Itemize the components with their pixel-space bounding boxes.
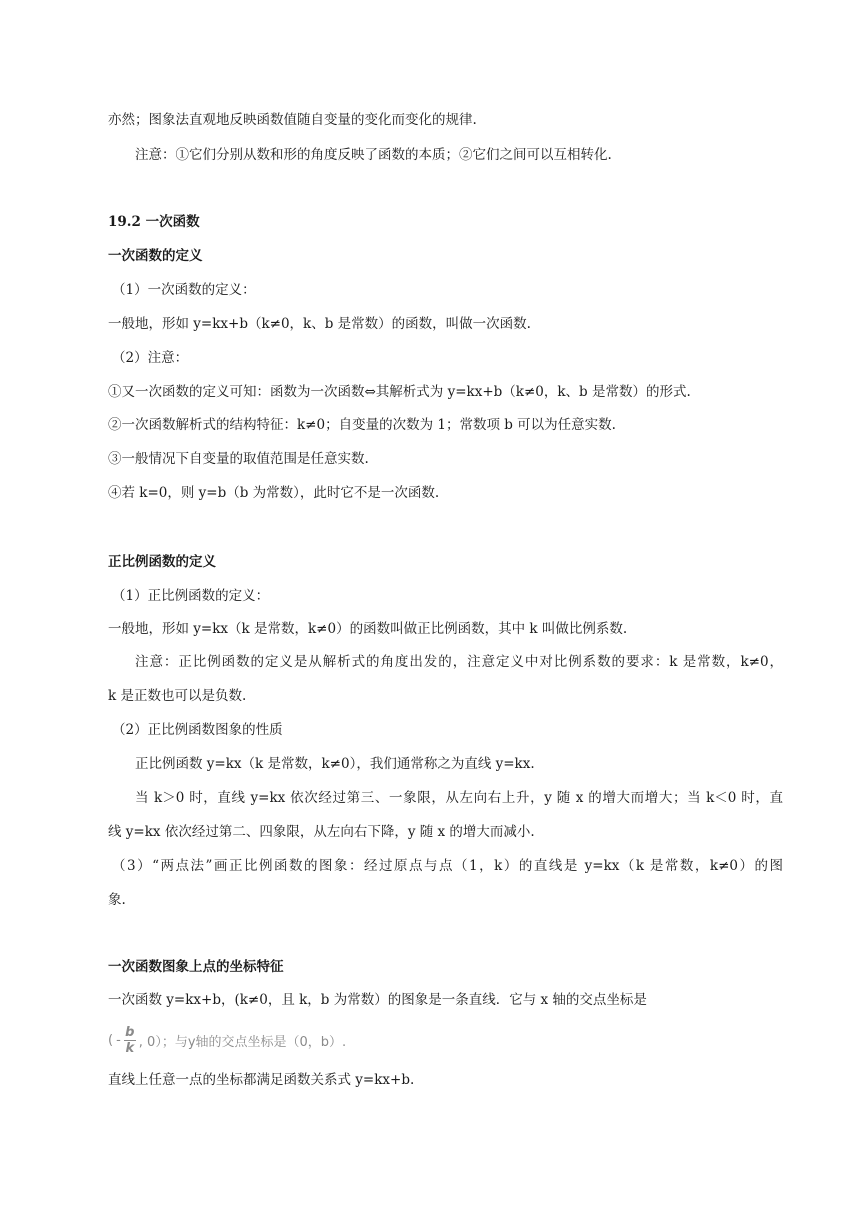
paragraph-line: 当 k＞0 时，直线 y=kx 依次经过第三、一象限，从左向右上升，y 随 x 的增大而增大；当 k＜0 时，直 <box>135 790 783 806</box>
paragraph-line: 线 y=kx 依次经过第二、四象限，从左向右下降，y 随 x 的增大而减小. <box>108 824 535 840</box>
note-line: 注意：①它们分别从数和形的角度反映了函数的本质；②它们之间可以互相转化. <box>135 147 612 163</box>
formula-rest: , 0）；与y轴的交点坐标是（0，b）. <box>138 1034 347 1050</box>
formula-minus: - <box>116 1032 121 1048</box>
paragraph-line: （3）“两点法”画正比例函数的图象：经过原点与点（1，k）的直线是 y=kx（k 是常数，k≠0）的图 <box>112 858 783 874</box>
paragraph-line: （1）正比例函数的定义： <box>112 588 270 604</box>
formula-numerator: b <box>125 1024 135 1040</box>
paragraph-line: （2）注意： <box>112 350 189 366</box>
paragraph-line: ④若 k=0，则 y=b（b 为常数），此时它不是一次函数. <box>108 485 440 501</box>
heading-linear-function-definition: 一次函数的定义 <box>108 248 203 264</box>
paragraph-line: 正比例函数 y=kx（k 是常数，k≠0），我们通常称之为直线 y=kx. <box>135 756 535 772</box>
section-title: 19.2 一次函数 <box>108 214 200 230</box>
paragraph-line: 一般地，形如 y=kx+b（k≠0，k、b 是常数）的函数，叫做一次函数. <box>108 316 531 332</box>
paragraph-line: ③一般情况下自变量的取值范围是任意实数. <box>108 451 369 467</box>
paragraph-line: （1）一次函数的定义： <box>112 282 256 298</box>
heading-proportional-function-definition: 正比例函数的定义 <box>108 554 216 570</box>
paragraph-line: 一次函数 y=kx+b，(k≠0，且 k，b 为常数）的图象是一条直线．它与 x 轴的交点坐标是 <box>108 992 647 1008</box>
formula-denominator: k <box>125 1040 135 1056</box>
formula-fraction <box>124 1026 136 1055</box>
paragraph-line: 亦然；图象法直观地反映函数值随自变量的变化而变化的规律. <box>108 112 477 128</box>
paragraph-line: ②一次函数解析式的结构特征：k≠0；自变量的次数为 1；常数项 b 可以为任意实数. <box>108 417 616 433</box>
paragraph-line: （2）正比例函数图象的性质 <box>112 722 283 738</box>
paragraph-line: 象. <box>108 892 126 908</box>
intercept-formula-image <box>108 1023 346 1057</box>
formula-open-paren: ( <box>108 1032 114 1048</box>
paragraph-line: ①又一次函数的定义可知：函数为一次函数⇔其解析式为 y=kx+b（k≠0，k、b 是常数）的形式. <box>108 384 691 400</box>
heading-coordinate-features: 一次函数图象上点的坐标特征 <box>108 959 284 975</box>
paragraph-line: k 是正数也可以是负数. <box>108 688 247 704</box>
paragraph-line: 注意：正比例函数的定义是从解析式的角度出发的，注意定义中对比例系数的要求：k 是常数，k≠0， <box>135 654 783 670</box>
paragraph-line: 一般地，形如 y=kx（k 是常数，k≠0）的函数叫做正比例函数，其中 k 叫做比例系数. <box>108 621 628 637</box>
paragraph-line: 直线上任意一点的坐标都满足函数关系式 y=kx+b. <box>108 1072 415 1088</box>
